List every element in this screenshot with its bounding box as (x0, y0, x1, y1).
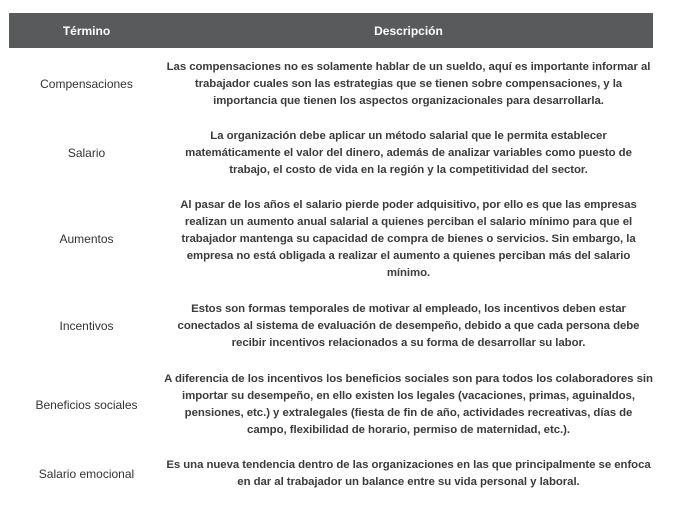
row-description: Estos son formas temporales de motivar al empleado, los incentivos deben estar conectados al sistema de evaluación de desempeño, debido a que cada persona debe recibir incentivos relacionados a su forma de desarrollar su labor. (177, 302, 640, 349)
row-term: Beneficios sociales (35, 397, 138, 412)
row-term: Incentivos (59, 319, 114, 333)
row-description: Al pasar de los años el salario pierde poder adquisitivo, por ello es que las empresas realizan un aumento anual salarial a quienes perciban el salario mínimo para que el trabajador mantenga su capacidad de compra de bienes o servicios. Sin embargo, la empresa no está obligada a realizar el aumento a quienes perciban más del salario mínimo. (180, 198, 637, 279)
table-row (9, 127, 653, 179)
header-term: Término (62, 23, 111, 38)
row-term: Compensaciones (40, 77, 133, 91)
table-row (9, 58, 653, 110)
row-term: Salario (67, 146, 106, 160)
row-description: Es una nueva tendencia dentro de las organizaciones en las que principalmente se enfoca en dar al trabajador un balance entre su vida personal y laboral. (166, 459, 651, 488)
header-description: Descripción (374, 23, 443, 38)
table-row (9, 196, 653, 282)
table-row (9, 456, 653, 492)
row-term: Aumentos (59, 232, 114, 246)
table-header-row (9, 13, 653, 48)
table-row (9, 370, 653, 439)
row-description: La organización debe aplicar un método salarial que le permita establecer matemáticamente el valor del dinero, además de analizar variables como puesto de trabajo, el costo de vida en la región y la competitividad del sector. (185, 129, 632, 176)
row-term: Salario emocional (38, 467, 135, 481)
row-description: A diferencia de los incentivos los beneficios sociales son para todos los colaboradores sin importar su desempeño, en ello existen los legales (vacaciones, primas, aguinaldos, pensiones, etc.) y extralegales (fiesta de fin de año, actividades recreativas, días de campo, flexibilidad de horario, permiso de maternidad, etc.). (164, 372, 653, 436)
row-description: Las compensaciones no es solamente hablar de un sueldo, aquí es importante informar al trabajador cuales son las estrategias que se tienen sobre compensaciones, y la importancia que tienen los aspectos organizacionales para desarrollarla. (166, 60, 651, 107)
table-row (9, 300, 653, 352)
